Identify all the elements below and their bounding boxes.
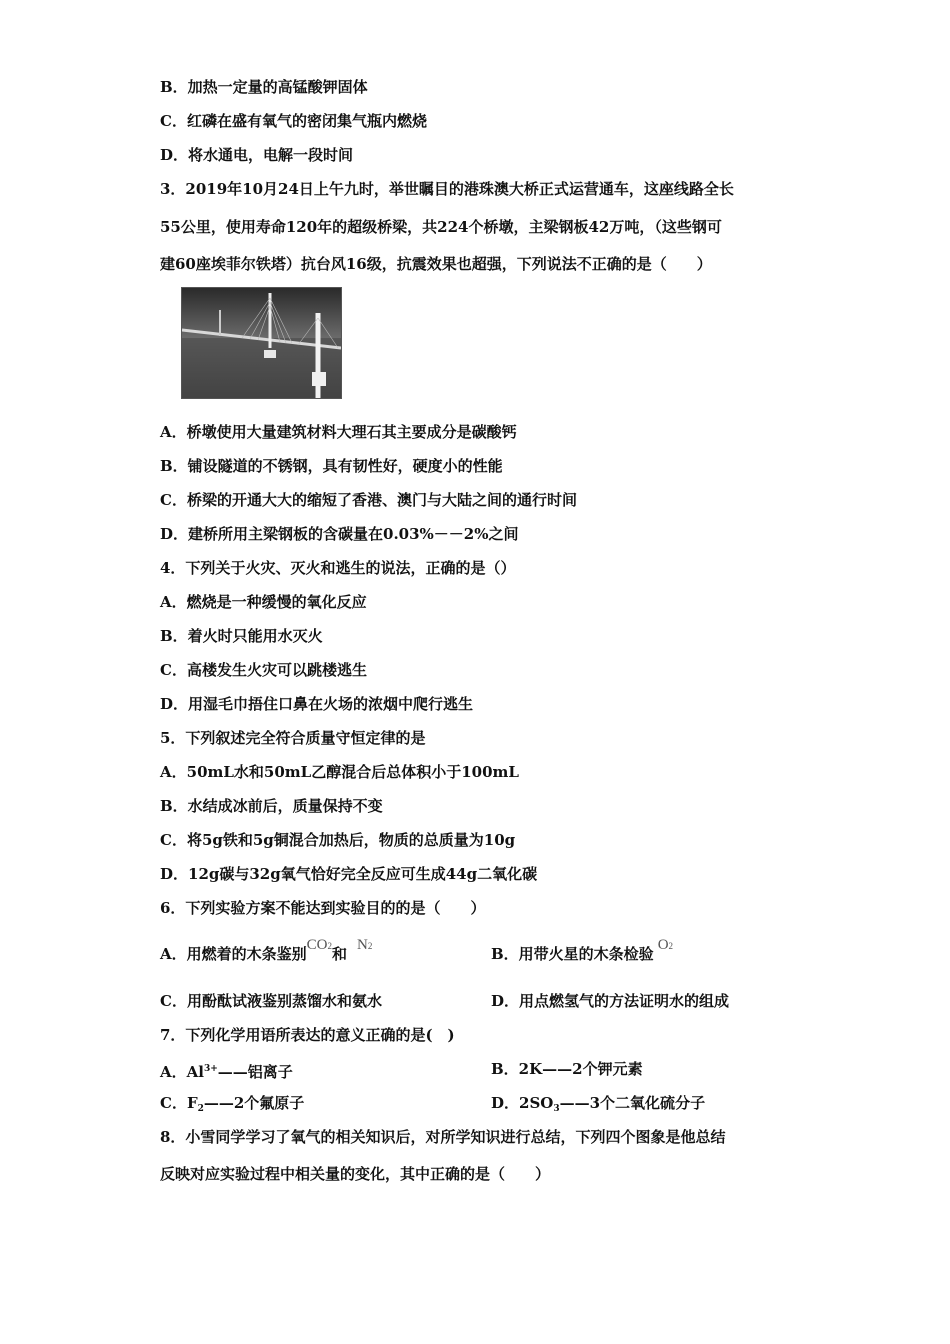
q2-option-c: C．红磷在盛有氧气的密闭集气瓶内燃烧 [160,112,427,130]
q7-option-d: D．$2SO_3——3$个二氧化硫分子 [491,1094,706,1114]
formula-co2: CO2 [306,937,332,953]
q7-stem: 7．下列化学用语所表达的意义正确的是( ) [160,1026,455,1044]
q4-option-a: A．燃烧是一种缓慢的氧化反应 [160,593,367,611]
q3-stem-line-3: 建60座埃菲尔铁塔）抗台风16级，抗震效果也超强，下列说法不正确的是（ ） [160,255,712,273]
q6-option-b [491,937,674,966]
q5-option-c: C．将5g铁和5g铜混合加热后，物质的总质量为10g [160,831,516,849]
bridge-photo [181,287,342,399]
q5-option-b: B．水结成冰前后，质量保持不变 [160,797,383,815]
q6-option-b-text: B．用带火星的木条检验 [491,945,654,963]
q3-option-d: D．建桥所用主梁钢板的含碳量在0.03%－－2%之间 [160,525,519,543]
q4-option-d: D．用湿毛巾捂住口鼻在火场的浓烟中爬行逃生 [160,695,474,713]
formula-o2: O2 [657,937,674,953]
q4-stem: 4．下列关于火灾、灭火和逃生的说法，正确的是（） [160,559,516,577]
q7-option-b: B．2K——2个钾元素 [491,1060,643,1078]
q3-stem-line-2: 55公里，使用寿命120年的超级桥梁，共224个桥墩，主梁钢板42万吨，（这些钢可 [160,218,722,236]
q6-option-c: C．用酚酞试液鉴别蒸馏水和氨水 [160,992,382,1010]
q6-option-a-text: A．用燃着的木条鉴别 [160,945,307,963]
q5-stem: 5．下列叙述完全符合质量守恒定律的是 [160,729,426,747]
q7-option-c: C．$F_2——2$个氟原子 [160,1094,305,1114]
q2-option-d: D．将水通电，电解一段时间 [160,146,354,164]
q2-option-b: B．加热一定量的高锰酸钾固体 [160,78,368,96]
q3-stem-line-1: 3．2019年10月24日上午九时，举世瞩目的港珠澳大桥正式运营通车，这座线路全长 [160,180,734,198]
q4-option-c: C．高楼发生火灾可以跳楼逃生 [160,661,367,679]
q3-option-a: A．桥墩使用大量建筑材料大理石其主要成分是碳酸钙 [160,423,517,441]
q8-stem-line-1: 8．小雪同学学习了氧气的相关知识后，对所学知识进行总结，下列四个图象是他总结 [160,1128,726,1146]
q5-option-a: A．50mL水和50mL乙醇混合后总体积小于100mL [160,763,519,781]
q6-stem: 6．下列实验方案不能达到实验目的的是（ ） [160,899,486,917]
q6-option-a [160,937,373,966]
q6-option-d: D．用点燃氢气的方法证明水的组成 [491,992,730,1010]
formula-n2: N2 [357,937,373,953]
q3-option-c: C．桥梁的开通大大的缩短了香港、澳门与大陆之间的通行时间 [160,491,577,509]
q5-option-d: D．12g碳与32g氧气恰好完全反应可生成44g二氧化碳 [160,865,538,883]
q8-stem-line-2: 反映对应实验过程中相关量的变化，其中正确的是（ ） [160,1165,551,1183]
q4-option-b: B．着火时只能用水灭火 [160,627,323,645]
q7-option-a: A．$Al^{3+}——$铝离子 [160,1063,293,1081]
q6-option-a-and: 和 [331,945,347,963]
q3-option-b: B．铺设隧道的不锈钢，具有韧性好，硬度小的性能 [160,457,503,475]
